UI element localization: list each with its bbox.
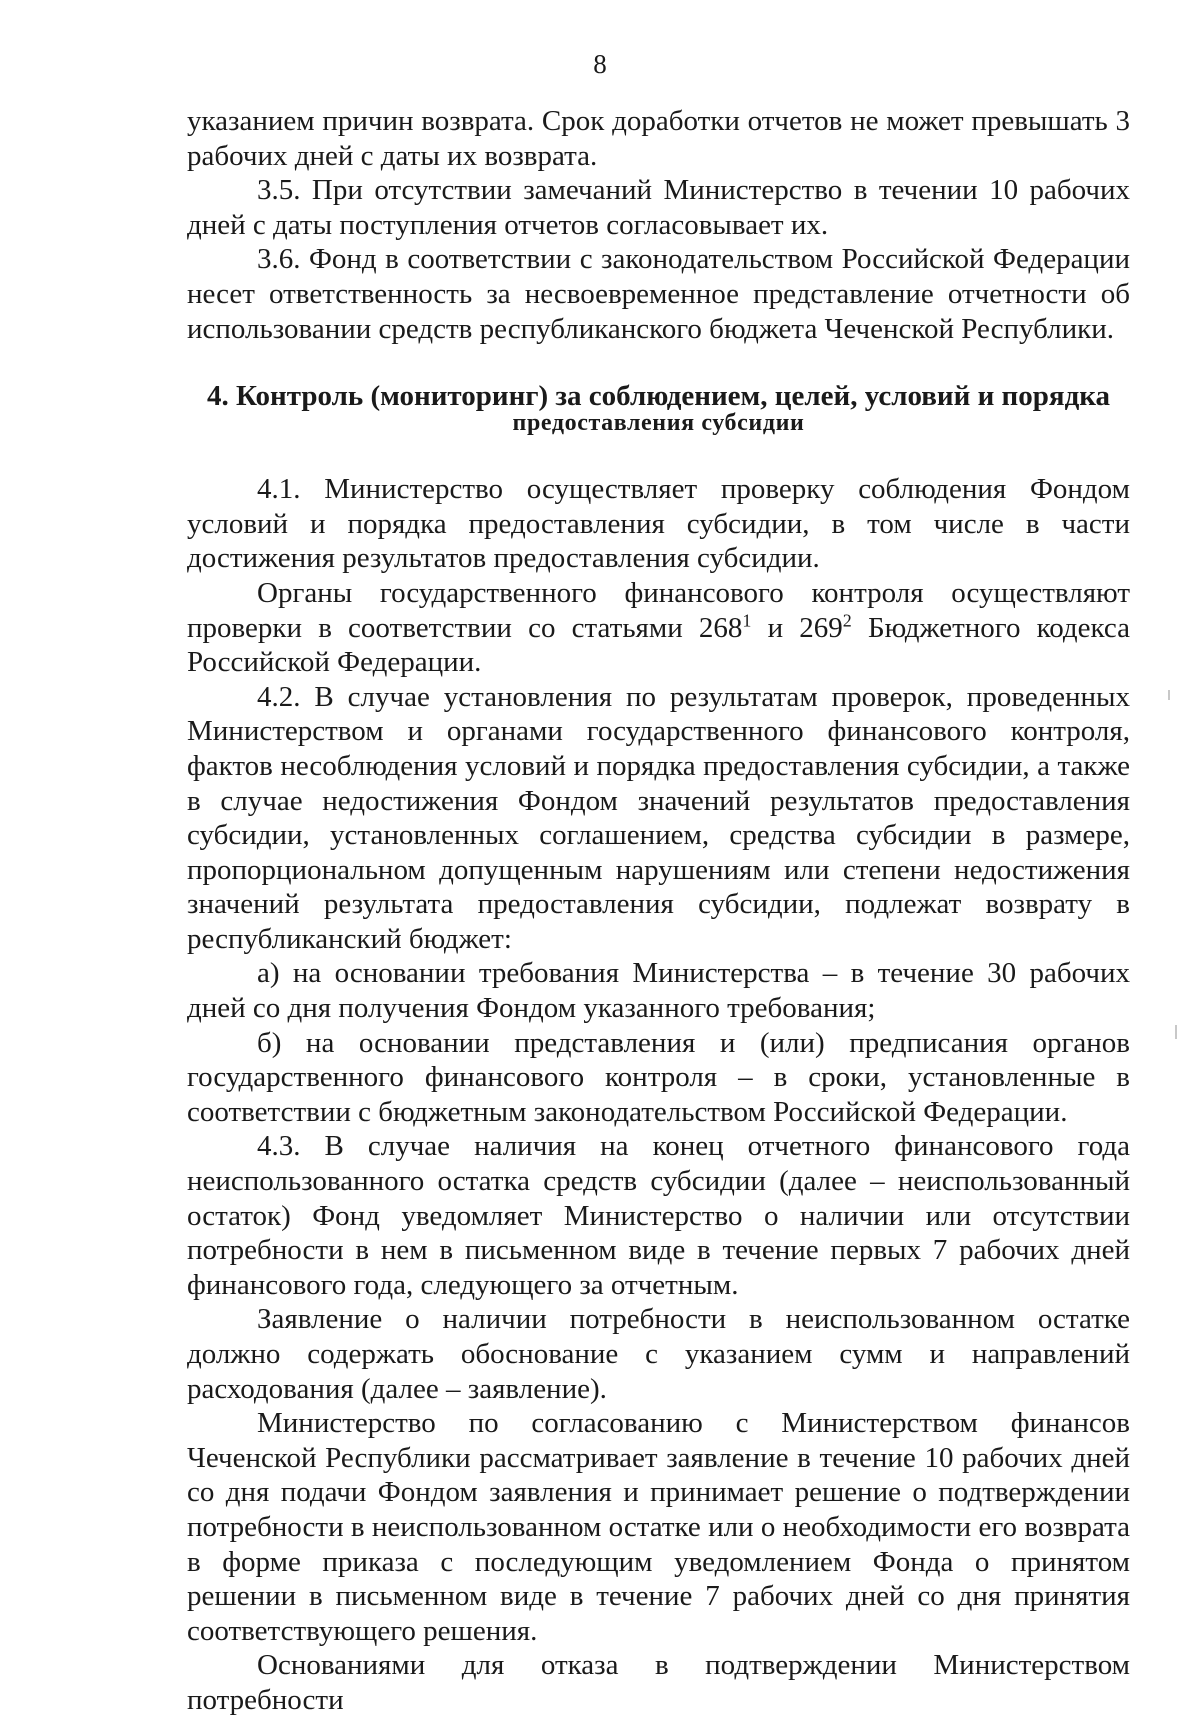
superscript-2: 2 — [842, 609, 852, 630]
section-heading — [187, 380, 1130, 437]
superscript-1: 1 — [742, 609, 752, 630]
organs-text-part-2: и 269 — [751, 611, 843, 644]
paragraph-4-1: 4.1. Министерство осуществляет проверку соблюдения Фондом условий и порядка предоставления субсидии, в том числе в части достижения результатов предоставления субсидии. — [187, 473, 1130, 575]
document-body — [187, 104, 1130, 1718]
scan-margin-mark — [1168, 690, 1170, 700]
paragraph-4-2-b: б) на основании представления и (или) предписания органов государственного финансового контроля – в сроки, установленные в соответствии с бюджетным законодательством Российской Федерации. — [187, 1026, 1130, 1128]
organs-text-part-1: Органы государственного финансового контроля осуществляют проверки в соответствии со статьями 268 — [187, 576, 1130, 644]
paragraph-3-5: 3.5. При отсутствии замечаний Министерство в течении 10 рабочих дней с даты поступления отчетов согласовывает их. — [187, 174, 1130, 241]
paragraph-4-2: 4.2. В случае установления по результатам проверок, проведенных Министерством и органами государственного финансового контроля, фактов несоблюдения условий и порядка предоставления субсидии, а также в случае недостижения Фондом значений результатов предоставления субсидии, установленных соглашением, средства субсидии в размере, пропорциональном допущенным нарушениям или степени недостижения значений результата предоставления субсидии, подлежат возврату в республиканский бюджет: — [187, 680, 1130, 955]
paragraph-control-organs — [187, 576, 1130, 680]
paragraph-continuation: указанием причин возврата. Срок доработки отчетов не может превышать 3 рабочих дней с даты их возврата. — [187, 105, 1130, 172]
scan-margin-mark — [1175, 1025, 1177, 1039]
organs-text-part-3: Бюджетного кодекса Российской Федерации. — [187, 611, 1130, 679]
page-number: 8 — [593, 49, 607, 79]
paragraph-refusal-grounds: Основаниями для отказа в подтверждении Министерством потребности — [187, 1649, 1130, 1716]
section-heading-line-2: предоставления субсидии — [512, 410, 805, 437]
paragraph-application: Заявление о наличии потребности в неиспользованном остатке должно содержать обоснование с указанием сумм и направлений расходования (далее – заявление). — [187, 1303, 1130, 1405]
section-heading-line-1: 4. Контроль (мониторинг) за соблюдением, целей, условий и порядка — [206, 380, 1111, 413]
paragraph-3-6: 3.6. Фонд в соответствии с законодательством Российской Федерации несет ответственность за несвоевременное представление отчетности об использовании средств республиканского бюджета Чеченской Республики. — [187, 243, 1130, 345]
paragraph-ministry-review: Министерство по согласованию с Министерством финансов Чеченской Республики рассматривает заявление в течение 10 рабочих дней со дня подачи Фондом заявления и принимает решение о подтверждении потребности в неиспользованном остатке или о необходимости его возврата в форме приказа с последующим уведомлением Фонда о принятом решении в письменном виде в течение 7 рабочих дней со дня принятия соответствующего решения. — [187, 1407, 1130, 1647]
paragraph-4-3: 4.3. В случае наличия на конец отчетного финансового года неиспользованного остатка средств субсидии (далее – неиспользованный остаток) Фонд уведомляет Министерство о наличии или отсутствии потребности в нем в письменном виде в течение первых 7 рабочих дней финансового года, следующего за отчетным. — [187, 1130, 1130, 1301]
paragraph-4-2-a: а) на основании требования Министерства – в течение 30 рабочих дней со дня получения Фондом указанного требования; — [187, 957, 1130, 1025]
